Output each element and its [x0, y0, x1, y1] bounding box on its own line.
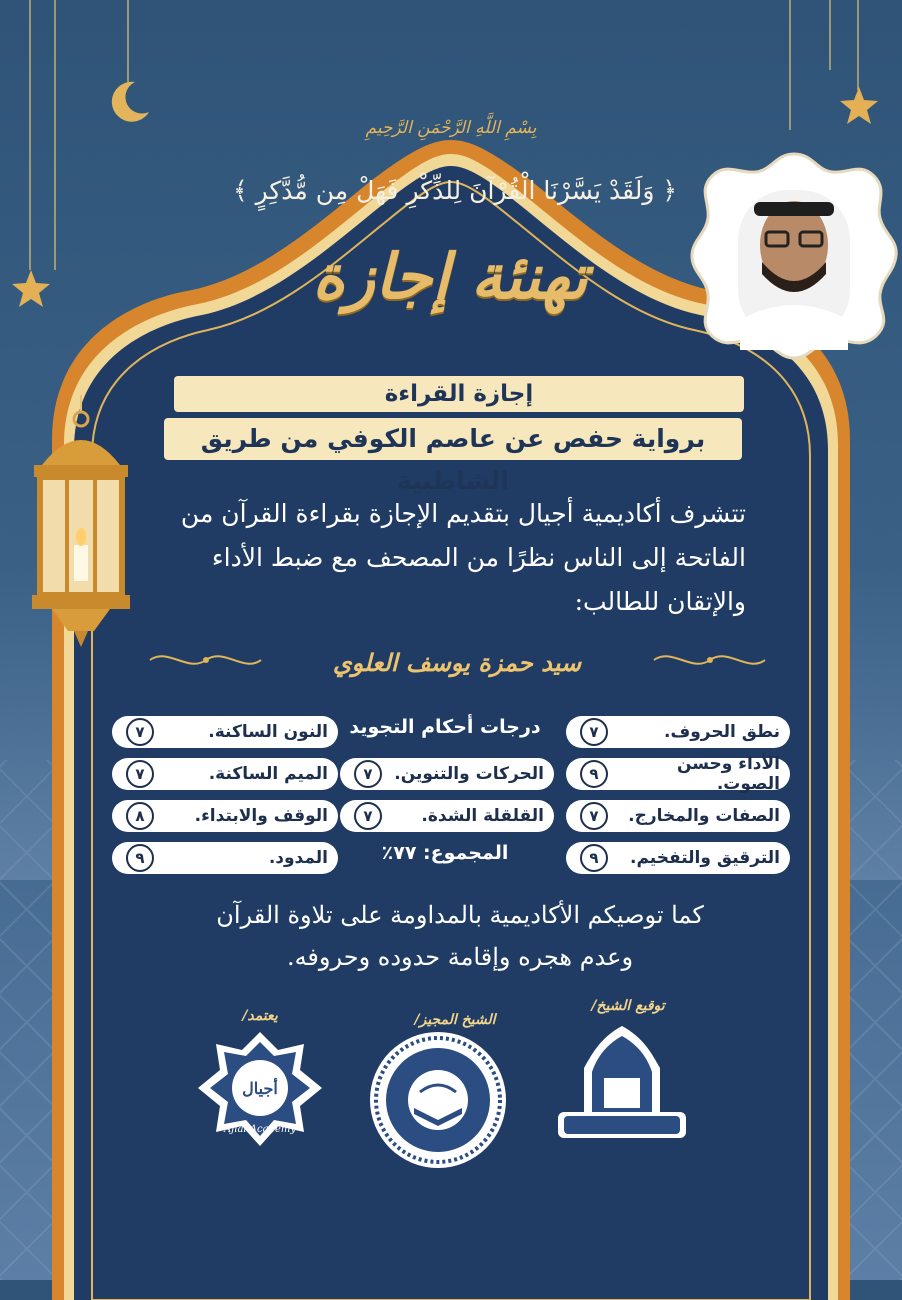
- grade-label: الميم الساكنة.: [208, 764, 328, 784]
- headline-title: تهنئة إجازة: [312, 240, 588, 313]
- grade-value: ٧: [126, 760, 154, 788]
- crescent-icon: [105, 78, 155, 126]
- sheikh-signature-seal-icon: [552, 1024, 692, 1156]
- grade-label: المدود.: [268, 848, 328, 868]
- grade-row: [112, 758, 338, 790]
- statement-text: تتشرف أكاديمية أجيال بتقديم الإجازة بقراءة القرآن من الفاتحة إلى الناس نظرًا من المصحف مع ضبط الأداء والإتقان للطالب:: [180, 499, 746, 616]
- grade-value: ٧: [580, 802, 608, 830]
- recommendation-text: كما توصيكم الأكاديمية بالمداومة على تلاوة القرآن وعدم هجره وإقامة حدوده وحروفه.: [216, 901, 704, 971]
- grade-row: [112, 842, 338, 874]
- svg-text:أجيال: أجيال: [242, 1079, 278, 1098]
- grade-row: [340, 758, 554, 790]
- quran-verse: ﴿ وَلَقَدْ يَسَّرْنَا الْقُرْآنَ لِلذِّكْرِ فَهَلْ مِن مُّدَّكِرٍ ﴾: [232, 176, 678, 205]
- total-score: المجموع: ٧٧٪: [381, 842, 509, 864]
- grades-middle-column: [340, 758, 554, 832]
- riwaya-banner: برواية حفص عن عاصم الكوفي من طريق الشاطبية: [164, 418, 742, 460]
- grade-label: الصفات والمخارج.: [628, 806, 780, 826]
- grades-right-column: [566, 716, 790, 874]
- grade-label: الترقيق والتفخيم.: [630, 848, 780, 868]
- grade-label: الأداء وحسن الصوت.: [676, 754, 780, 794]
- sheikh-signature-label: توقيع الشيخ/: [591, 998, 665, 1014]
- grade-row: [112, 800, 338, 832]
- grade-value: ٧: [126, 718, 154, 746]
- ornament-icon: [148, 645, 263, 675]
- grade-value: ٩: [580, 760, 608, 788]
- grade-row: [566, 716, 790, 748]
- grade-value: ٧: [354, 760, 382, 788]
- ijaza-type-banner: إجازة القراءة: [174, 376, 744, 412]
- grades-left-column: [112, 716, 338, 874]
- sheikh-label: الشيخ المجيز/: [414, 1012, 496, 1028]
- grade-value: ٩: [580, 844, 608, 872]
- ornament-icon: [652, 645, 767, 675]
- sheikh-seal-icon: [368, 1030, 508, 1170]
- grade-row: [566, 754, 790, 794]
- grade-row: [112, 716, 338, 748]
- grade-label: الحركات والتنوين.: [394, 764, 544, 784]
- grade-label: النون الساكنة.: [208, 722, 328, 742]
- grade-value: ٩: [126, 844, 154, 872]
- basmala: بِسْمِ اللَّهِ الرَّحْمَنِ الرَّحِيمِ: [365, 118, 537, 138]
- star-icon: [10, 268, 52, 310]
- grade-row: [566, 800, 790, 832]
- grades-heading: درجات أحكام التجويد: [349, 716, 541, 738]
- approved-label: يعتمد/: [242, 1008, 278, 1024]
- grade-value: ٧: [580, 718, 608, 746]
- grade-value: ٧: [354, 802, 382, 830]
- grade-label: نطق الحروف.: [664, 722, 780, 742]
- teacher-photo: [688, 150, 900, 362]
- star-icon: [838, 85, 880, 127]
- student-name: سيد حمزة يوسف العلوي: [332, 648, 582, 677]
- grade-label: الوقف والابتداء.: [194, 806, 328, 826]
- grade-row: [340, 800, 554, 832]
- academy-seal-text: Ajial Academy: [223, 1124, 297, 1135]
- grade-label: القلقلة الشدة.: [421, 806, 544, 826]
- grade-value: ٨: [126, 802, 154, 830]
- grade-row: [566, 842, 790, 874]
- lantern-icon: [22, 395, 140, 655]
